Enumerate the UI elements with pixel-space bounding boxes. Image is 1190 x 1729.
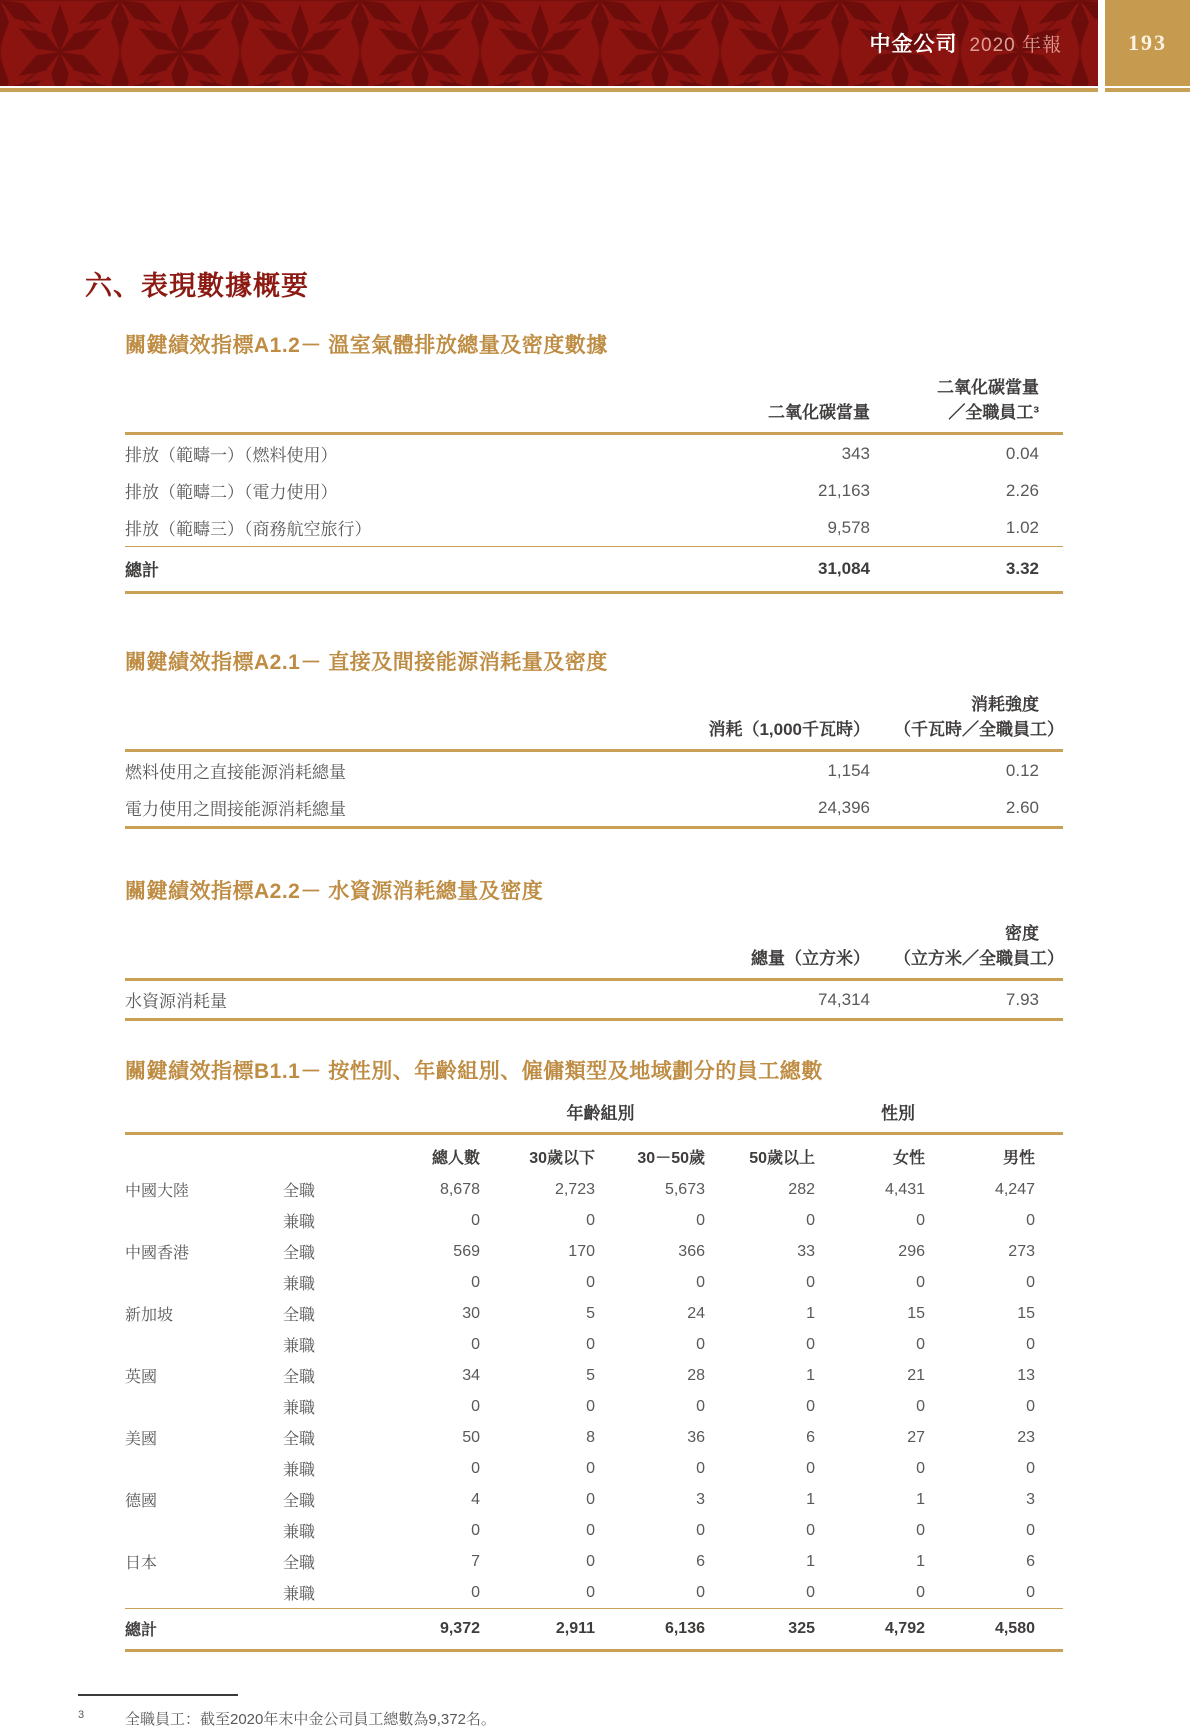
value-cell: 0: [586, 1552, 595, 1570]
column-header-co2: [625, 373, 894, 434]
empty-header-cell: [125, 919, 625, 980]
group-header-row: [125, 1099, 1063, 1134]
table-row: [125, 1453, 1063, 1484]
value-cell: 9,578: [827, 517, 870, 537]
column-header-density: [894, 919, 1063, 980]
value-cell: 5,673: [664, 1180, 705, 1198]
column-header-text: 消耗強度: [971, 695, 1039, 714]
value-cell: 7: [471, 1552, 480, 1570]
value-cell: 170: [568, 1242, 595, 1260]
value-cell: 0: [586, 1583, 595, 1601]
value-cell: 0: [806, 1273, 815, 1291]
value-cell: 2,723: [554, 1180, 595, 1198]
column-header-female: 女性: [892, 1150, 925, 1167]
region-cell: 新加坡: [125, 1307, 174, 1324]
value-cell: 4,247: [994, 1180, 1035, 1198]
footnote-marker: 3: [78, 1709, 85, 1721]
region-cell: [125, 1205, 283, 1236]
kpi-b11-heading: 關鍵績效指標B1.1－ 按性別、年齡組別、僱傭類型及地域劃分的員工總數: [125, 1060, 823, 1083]
value-cell: 24: [687, 1304, 705, 1322]
value-cell: 1.02: [1005, 517, 1039, 537]
column-header-consumption-intensity: [894, 690, 1063, 751]
value-cell: 0: [471, 1583, 480, 1601]
footnote: [78, 1694, 1190, 1729]
column-header-volume: [625, 919, 894, 980]
value-cell: 1: [916, 1490, 925, 1508]
value-cell: 0.04: [1005, 443, 1039, 463]
kpi-a22-heading: 關鍵績效指標A2.2－ 水資源消耗總量及密度: [125, 880, 544, 903]
table-row: [125, 1515, 1063, 1546]
value-cell: 27: [907, 1428, 925, 1446]
region-cell: 美國: [125, 1431, 158, 1448]
value-cell: 0: [696, 1397, 705, 1415]
group-header-age: 年齡組別: [358, 1099, 843, 1134]
value-cell: 1: [806, 1552, 815, 1570]
value-cell: 3: [1026, 1490, 1035, 1508]
total-value-cell: 9,372: [358, 1609, 508, 1651]
region-cell: [125, 1577, 283, 1609]
energy-consumption-table: [125, 690, 1063, 829]
region-cell: [125, 1453, 283, 1484]
value-cell: 0: [1026, 1273, 1035, 1291]
value-cell: 282: [788, 1180, 815, 1198]
value-cell: 0: [1026, 1521, 1035, 1539]
value-cell: 0: [471, 1459, 480, 1477]
value-cell: 0: [696, 1521, 705, 1539]
banner-red-band: [0, 0, 1098, 86]
value-cell: 0: [806, 1459, 815, 1477]
value-cell: 0: [696, 1273, 705, 1291]
value-cell: 569: [453, 1242, 480, 1260]
employment-type-cell: 全職: [283, 1369, 316, 1386]
empty-header-cell: [125, 373, 625, 434]
value-cell: 15: [1017, 1304, 1035, 1322]
value-cell: 28: [687, 1366, 705, 1384]
column-header-text: （千瓦時／全職員工）: [894, 720, 1064, 739]
value-cell: 0: [1026, 1335, 1035, 1353]
employment-type-cell: 全職: [283, 1555, 316, 1572]
row-label: 水資源消耗量: [125, 980, 625, 1020]
value-cell: 2.26: [1005, 480, 1039, 500]
total-value-cell: 3.32: [894, 547, 1063, 593]
value-cell: 0: [586, 1521, 595, 1539]
region-cell: [125, 1515, 283, 1546]
total-value-cell: 4,792: [843, 1609, 953, 1651]
value-cell: 0: [471, 1397, 480, 1415]
employment-type-cell: 全職: [283, 1431, 316, 1448]
table-row: [125, 472, 1063, 509]
empty-header-cell: [125, 1134, 358, 1175]
value-cell: 0: [806, 1397, 815, 1415]
value-cell: 0: [806, 1211, 815, 1229]
region-cell: [125, 1267, 283, 1298]
column-header-under-30: 30歲以下: [529, 1150, 595, 1167]
value-cell: 0: [586, 1273, 595, 1291]
value-cell: 0: [916, 1521, 925, 1539]
value-cell: 0: [586, 1211, 595, 1229]
value-cell: 4,431: [884, 1180, 925, 1198]
column-header-text: 二氧化碳當量: [937, 378, 1039, 397]
value-cell: 6: [1026, 1552, 1035, 1570]
value-cell: 0: [696, 1335, 705, 1353]
column-header-text: 密度: [1005, 924, 1039, 943]
value-cell: 0: [471, 1273, 480, 1291]
employment-type-cell: 兼職: [283, 1214, 316, 1231]
employment-type-cell: 兼職: [283, 1524, 316, 1541]
value-cell: 3: [696, 1490, 705, 1508]
column-header-text: 消耗（1,000千瓦時）: [708, 720, 870, 739]
table-header-row: [125, 690, 1063, 751]
value-cell: 4: [471, 1490, 480, 1508]
value-cell: 6: [806, 1428, 815, 1446]
value-cell: 23: [1017, 1428, 1035, 1446]
table-row: [125, 1236, 1063, 1267]
value-cell: 0: [471, 1521, 480, 1539]
employment-type-cell: 兼職: [283, 1276, 316, 1293]
value-cell: 0: [1026, 1583, 1035, 1601]
region-cell: 德國: [125, 1493, 158, 1510]
value-cell: 0: [586, 1335, 595, 1353]
column-header-over-50: 50歲以上: [749, 1150, 815, 1167]
region-cell: [125, 1391, 283, 1422]
value-cell: 0: [586, 1397, 595, 1415]
value-cell: 6: [696, 1552, 705, 1570]
value-cell: 0: [471, 1211, 480, 1229]
table-row: [125, 1484, 1063, 1515]
value-cell: 15: [907, 1304, 925, 1322]
total-value-cell: 31,084: [625, 547, 894, 593]
company-name: 中金公司: [869, 33, 958, 56]
group-header-gender: 性別: [843, 1099, 1063, 1134]
employment-type-cell: 全職: [283, 1245, 316, 1262]
row-label: 排放（範疇一）（燃料使用）: [125, 446, 338, 465]
table-row: [125, 1360, 1063, 1391]
region-cell: 中國大陸: [125, 1183, 190, 1200]
value-cell: 0: [806, 1335, 815, 1353]
total-row: [125, 1609, 1063, 1651]
underline-gap: [1098, 88, 1105, 92]
table-header-row: [125, 919, 1063, 980]
footnote-separator: [78, 1694, 238, 1696]
table-row: [125, 789, 1063, 828]
table-header-row: [125, 373, 1063, 434]
value-cell: 5: [586, 1304, 595, 1322]
employment-type-cell: 兼職: [283, 1400, 316, 1417]
table-row: [125, 1174, 1063, 1205]
value-cell: 0: [806, 1521, 815, 1539]
value-cell: 2.60: [894, 789, 1063, 828]
value-cell: 7.93: [894, 980, 1063, 1020]
row-label: 排放（範疇三）（商務航空旅行）: [125, 520, 372, 539]
page-content: [0, 264, 1190, 1652]
value-cell: 0: [586, 1490, 595, 1508]
column-header-male: 男性: [1002, 1150, 1035, 1167]
column-header-headcount: 總人數: [431, 1150, 480, 1167]
value-cell: 0: [471, 1335, 480, 1353]
total-value-cell: 4,580: [953, 1609, 1063, 1651]
banner-title: [869, 0, 1062, 86]
total-row: [125, 547, 1063, 593]
table-row: [125, 1267, 1063, 1298]
value-cell: 13: [1017, 1366, 1035, 1384]
column-header-text: ／全職員工³: [948, 403, 1039, 422]
kpi-a21-heading: 關鍵績效指標A2.1－ 直接及間接能源消耗量及密度: [125, 651, 608, 674]
value-cell: 0: [696, 1459, 705, 1477]
region-cell: 英國: [125, 1369, 158, 1386]
value-cell: 1: [806, 1366, 815, 1384]
table-row: [125, 1205, 1063, 1236]
value-cell: 0.12: [1005, 760, 1039, 780]
value-cell: 8,678: [439, 1180, 480, 1198]
table-row: [125, 1391, 1063, 1422]
employees-table: [125, 1099, 1063, 1652]
table-row: [125, 509, 1063, 547]
empty-header-cell: [125, 1099, 358, 1134]
total-label: 總計: [125, 1609, 358, 1651]
value-cell: 296: [898, 1242, 925, 1260]
employment-type-cell: 全職: [283, 1307, 316, 1324]
value-cell: 30: [462, 1304, 480, 1322]
table-row: [125, 1546, 1063, 1577]
value-cell: 74,314: [625, 980, 894, 1020]
value-cell: 0: [916, 1211, 925, 1229]
column-header-text: 總量（立方米）: [751, 949, 870, 968]
page-number-box: [1105, 0, 1190, 86]
value-cell: 0: [1026, 1459, 1035, 1477]
employment-type-cell: 兼職: [283, 1462, 316, 1479]
value-cell: 24,396: [625, 789, 894, 828]
region-cell: 日本: [125, 1555, 158, 1572]
b11-table-body: [125, 1174, 1063, 1609]
value-cell: 343: [841, 443, 870, 463]
row-label: 排放（範疇二）（電力使用）: [125, 483, 338, 502]
table-row: [125, 1577, 1063, 1609]
value-cell: 1: [806, 1490, 815, 1508]
value-cell: 21: [907, 1366, 925, 1384]
region-cell: 中國香港: [125, 1245, 190, 1262]
employment-type-cell: 兼職: [283, 1338, 316, 1355]
total-label: 總計: [125, 547, 625, 593]
region-cell: [125, 1329, 283, 1360]
page-number: 193: [1128, 30, 1167, 55]
ghg-emissions-table: [125, 373, 1063, 594]
value-cell: 36: [687, 1428, 705, 1446]
table-row: [125, 1298, 1063, 1329]
table-row: [125, 1329, 1063, 1360]
column-header-consumption: [625, 690, 894, 751]
employment-type-cell: 全職: [283, 1183, 316, 1200]
value-cell: 0: [916, 1459, 925, 1477]
total-value-cell: 2,911: [508, 1609, 623, 1651]
value-cell: 50: [462, 1428, 480, 1446]
page-header-banner: [0, 0, 1190, 86]
section-title: 六、表現數據概要: [85, 271, 309, 301]
value-cell: 0: [1026, 1211, 1035, 1229]
column-header-30-to-50: 30－50歲: [637, 1150, 705, 1167]
value-cell: 0: [806, 1583, 815, 1601]
value-cell: 21,163: [818, 480, 870, 500]
underline-segment-right: [1105, 88, 1190, 92]
table-row: [125, 751, 1063, 790]
value-cell: 0: [916, 1397, 925, 1415]
empty-header-cell: [125, 690, 625, 751]
table-row: [125, 980, 1063, 1020]
value-cell: 0: [916, 1335, 925, 1353]
total-value-cell: 325: [733, 1609, 843, 1651]
value-cell: 0: [696, 1211, 705, 1229]
employment-type-cell: 兼職: [283, 1586, 316, 1603]
value-cell: 0: [696, 1583, 705, 1601]
value-cell: 0: [916, 1583, 925, 1601]
column-header-co2-per-employee: [894, 373, 1063, 434]
column-header-text: 二氧化碳當量: [768, 403, 870, 422]
value-cell: 366: [678, 1242, 705, 1260]
value-cell: 1: [916, 1552, 925, 1570]
banner-underline: [0, 88, 1190, 92]
water-consumption-table: [125, 919, 1063, 1021]
row-label: 電力使用之間接能源消耗總量: [125, 789, 625, 828]
value-cell: 273: [1008, 1242, 1035, 1260]
value-cell: 1,154: [827, 760, 870, 780]
value-cell: 0: [1026, 1397, 1035, 1415]
employment-type-cell: 全職: [283, 1493, 316, 1510]
value-cell: 34: [462, 1366, 480, 1384]
value-cell: 33: [797, 1242, 815, 1260]
underline-segment-left: [0, 88, 1098, 92]
value-cell: 5: [586, 1366, 595, 1384]
value-cell: 1: [806, 1304, 815, 1322]
footnote-text: 全職員工：截至2020年末中金公司員工總數為9,372名。: [125, 1711, 496, 1728]
report-edition: 2020 年報: [969, 34, 1062, 56]
column-header-text: （立方米／全職員工）: [894, 949, 1064, 968]
value-cell: 0: [916, 1273, 925, 1291]
table-row: [125, 434, 1063, 473]
value-cell: 0: [586, 1459, 595, 1477]
kpi-a12-heading: 關鍵績效指標A1.2－ 溫室氣體排放總量及密度數據: [125, 334, 608, 357]
table-row: [125, 1422, 1063, 1453]
total-value-cell: 6,136: [623, 1609, 733, 1651]
row-label: 燃料使用之直接能源消耗總量: [125, 763, 346, 782]
column-header-row: [125, 1134, 1063, 1175]
value-cell: 8: [586, 1428, 595, 1446]
